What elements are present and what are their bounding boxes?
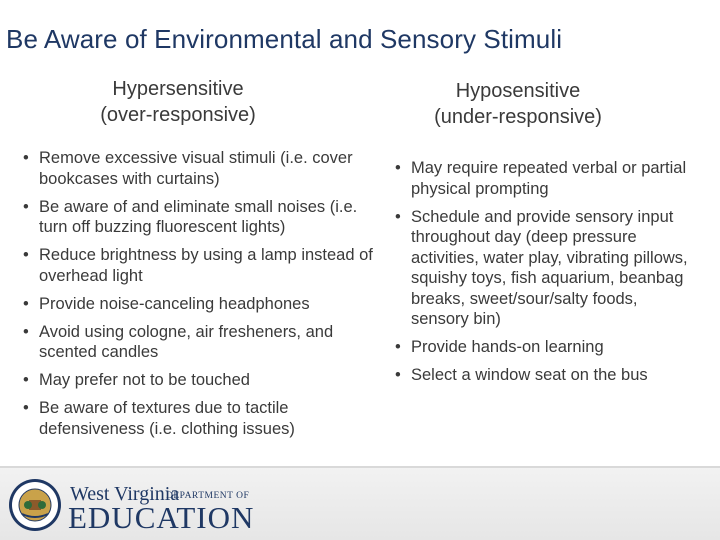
hypersensitive-list — [22, 148, 374, 447]
hypersensitive-heading-line1: Hypersensitive — [112, 78, 244, 100]
list-item: • Provide hands-on learning — [394, 337, 694, 358]
hyposensitive-heading — [380, 78, 656, 130]
list-item: • Remove excessive visual stimuli (i.e. cover bookcases with curtains) — [22, 148, 374, 189]
list-item: • Select a window seat on the bus — [394, 365, 694, 386]
list-item: • May prefer not to be touched — [22, 370, 374, 391]
list-item: • Be aware of textures due to tactile defensiveness (i.e. clothing issues) — [22, 398, 374, 439]
list-item: • Provide noise-canceling headphones — [22, 294, 374, 315]
list-item: • May require repeated verbal or partial physical prompting — [394, 158, 694, 199]
hypersensitive-heading — [40, 76, 316, 128]
list-item: • Schedule and provide sensory input throughout day (deep pressure activities, water play, vibrating pillows, squishy toys, fish aquarium, beanbag breaks, sweet/sour/salty foods, sensory bin) — [394, 207, 694, 330]
list-item: • Reduce brightness by using a lamp instead of overhead light — [22, 245, 374, 286]
hyposensitive-heading-line2: (under-responsive) — [434, 106, 602, 128]
list-item: • Avoid using cologne, air fresheners, and scented candles — [22, 322, 374, 363]
logo-department-label: DEPARTMENT OF — [166, 491, 250, 501]
logo-state-name: West Virginia — [70, 483, 180, 505]
hyposensitive-heading-line1: Hyposensitive — [455, 80, 581, 102]
footer-divider — [0, 466, 720, 468]
logo-education-word: EDUCATION — [68, 500, 255, 535]
slide-title: Be Aware of Environmental and Sensory Stimuli — [6, 24, 563, 54]
list-item: • Be aware of and eliminate small noises (i.e. turn off buzzing fluorescent lights) — [22, 197, 374, 238]
hyposensitive-list — [394, 158, 694, 393]
state-seal-icon — [8, 478, 62, 532]
hypersensitive-heading-line2: (over-responsive) — [100, 104, 256, 126]
